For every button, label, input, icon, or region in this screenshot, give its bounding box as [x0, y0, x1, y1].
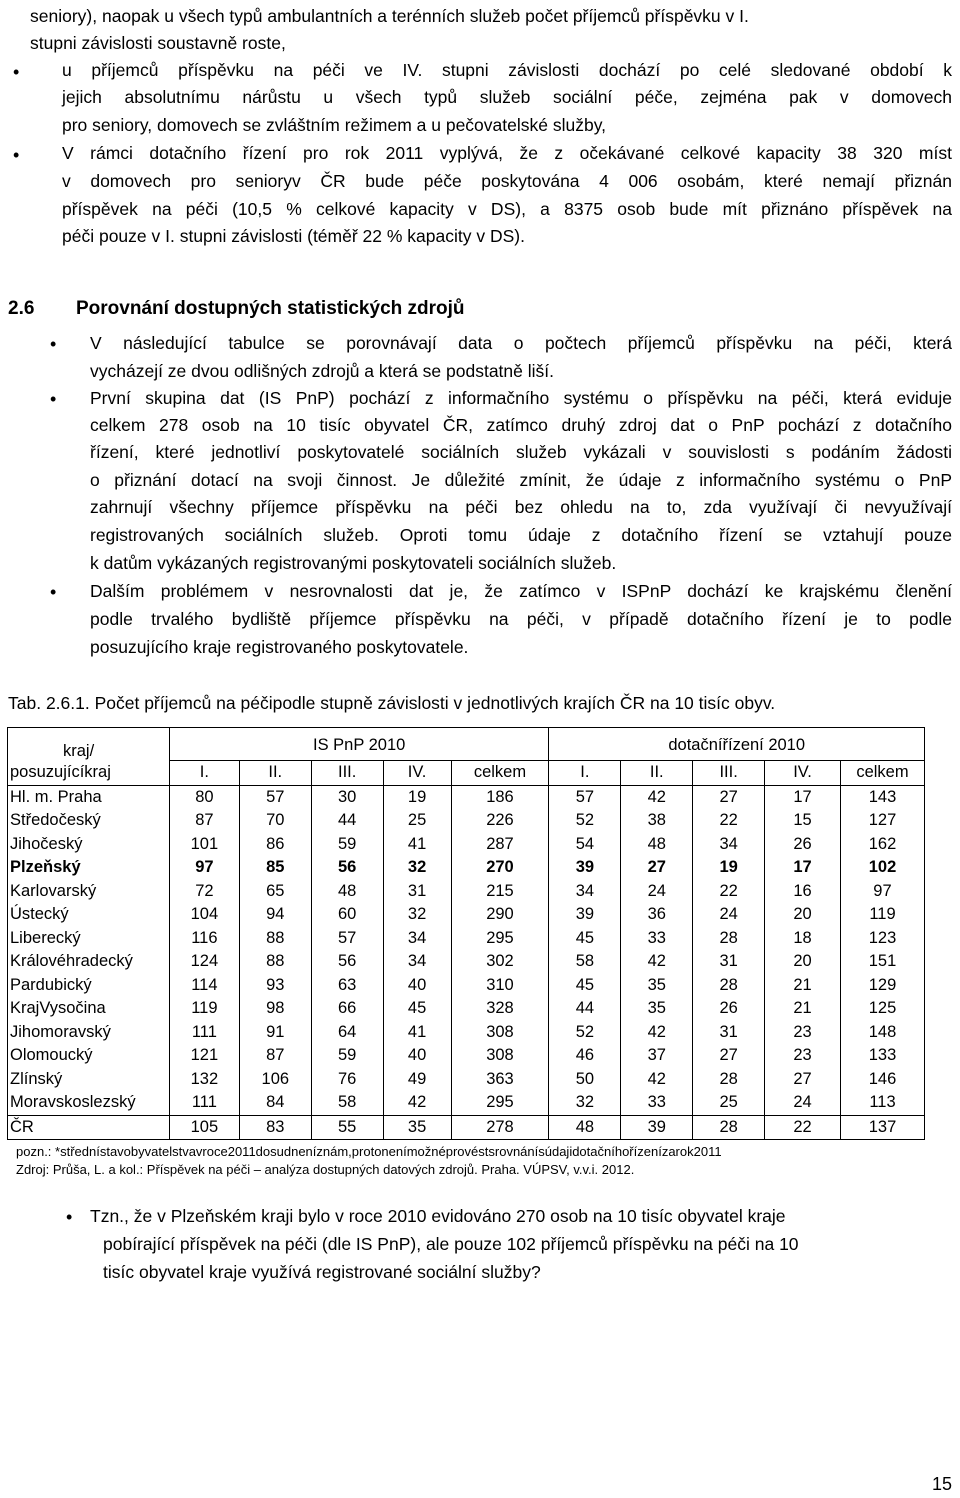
- region-name: Hl. m. Praha: [8, 785, 170, 809]
- text-line: pro seniory, domovech se zvláštním režimem a u pečovatelské služby,: [62, 115, 607, 135]
- bullet-icon: •: [13, 145, 20, 165]
- table-cell: 162: [840, 833, 924, 857]
- table-cell: 22: [693, 880, 765, 904]
- table-cell: 40: [383, 1044, 451, 1068]
- table-cell: 28: [693, 974, 765, 998]
- text-line: o přiznání dotací na svoji činnost. Je důležité zmínit, že údaje z informačního systému o PnP: [90, 470, 952, 490]
- table-cell: 31: [383, 880, 451, 904]
- table-cell: 31: [693, 1021, 765, 1045]
- text-line: seniory), naopak u všech typů ambulantních a terénních služeb počet příjemců příspěvku v I.: [30, 6, 749, 26]
- header-group-ispnp: IS PnP 2010: [169, 728, 549, 761]
- table-cell: 127: [840, 809, 924, 833]
- region-name: Jihomoravský: [8, 1021, 170, 1045]
- table-cell: 295: [451, 927, 549, 951]
- table-cell: 308: [451, 1021, 549, 1045]
- table-cell: 63: [311, 974, 383, 998]
- table-cell: 41: [383, 1021, 451, 1045]
- text-line: podle trvalého bydliště příjemce příspěvku na péči, v případě dotačního řízení je to podle: [90, 609, 952, 629]
- table-cell: 55: [311, 1115, 383, 1140]
- table-cell: 27: [693, 1044, 765, 1068]
- region-name: Liberecký: [8, 927, 170, 951]
- bullet-icon: •: [50, 389, 57, 409]
- table-cell: 59: [311, 1044, 383, 1068]
- table-cell: 215: [451, 880, 549, 904]
- header-group-dotacni: dotačnířízení 2010: [549, 728, 925, 761]
- table-cell: 27: [693, 785, 765, 809]
- table-cell: 24: [765, 1091, 841, 1115]
- table-cell: 15: [765, 809, 841, 833]
- table-header-row: [8, 728, 925, 761]
- header-region-2: posuzujícíkraj: [8, 761, 170, 786]
- table-cell: 30: [311, 785, 383, 809]
- table-cell: 42: [621, 950, 693, 974]
- table-cell: 24: [621, 880, 693, 904]
- table-row: [8, 880, 925, 904]
- table-cell: 129: [840, 974, 924, 998]
- table-cell: 20: [765, 950, 841, 974]
- page-number: 15: [932, 1474, 953, 1494]
- text-line: registrovaných sociálních služeb. Oproti tomu údaje z dotačního řízení se vztahují pouze: [90, 525, 952, 545]
- region-name: Olomoucký: [8, 1044, 170, 1068]
- table-row: [8, 785, 925, 809]
- table-cell: 36: [621, 903, 693, 927]
- table-cell: 48: [621, 833, 693, 857]
- text-line: V rámci dotačního řízení pro rok 2011 vyplývá, že z očekávané celkové kapacity 38 320 míst: [62, 143, 952, 163]
- table-cell: 94: [239, 903, 311, 927]
- table-cell: 52: [549, 1021, 621, 1045]
- table-cell: 26: [693, 997, 765, 1021]
- table-cell: 58: [311, 1091, 383, 1115]
- table-cell: 86: [239, 833, 311, 857]
- table-cell: 35: [383, 1115, 451, 1140]
- col-header: I.: [549, 761, 621, 786]
- table-cell: 143: [840, 785, 924, 809]
- table-cell: 22: [693, 809, 765, 833]
- table-cell: 38: [621, 809, 693, 833]
- table-cell: 87: [239, 1044, 311, 1068]
- table-cell: 56: [311, 856, 383, 880]
- table-cell: 34: [383, 927, 451, 951]
- text-line: péči pouze v I. stupni závislosti (téměř 22 % kapacity v DS).: [62, 226, 525, 246]
- col-header: III.: [311, 761, 383, 786]
- table-cell: 42: [383, 1091, 451, 1115]
- region-name: Jihočeský: [8, 833, 170, 857]
- table-row: [8, 1068, 925, 1092]
- table-cell: 17: [765, 785, 841, 809]
- col-header: IV.: [765, 761, 841, 786]
- table-cell: 25: [693, 1091, 765, 1115]
- table-cell: 76: [311, 1068, 383, 1092]
- table-cell: 106: [239, 1068, 311, 1092]
- text-line: k datům vykázaných registrovanými poskytovateli sociálních služeb.: [90, 553, 617, 573]
- table-cell: 19: [383, 785, 451, 809]
- table-cell: 310: [451, 974, 549, 998]
- text-line: příspěvek na péči (10,5 % celkové kapacity v DS), a 8375 osob bude mít přiznáno příspěvek na: [62, 199, 952, 219]
- table-cell: 32: [383, 856, 451, 880]
- table-cell: 44: [549, 997, 621, 1021]
- table-cell: 32: [549, 1091, 621, 1115]
- table-cell: 32: [383, 903, 451, 927]
- table-cell: 16: [765, 880, 841, 904]
- table-cell: 151: [840, 950, 924, 974]
- table-cell: 26: [765, 833, 841, 857]
- table-cell: 302: [451, 950, 549, 974]
- table-cell: 186: [451, 785, 549, 809]
- table-cell: 91: [239, 1021, 311, 1045]
- table-cell: 27: [765, 1068, 841, 1092]
- text-line: pobírající příspěvek na péči (dle IS PnP), ale pouze 102 příjemců příspěvku na péči na 10: [103, 1234, 799, 1254]
- table-cell: 290: [451, 903, 549, 927]
- bullet-icon: •: [50, 334, 57, 354]
- table-caption: Tab. 2.6.1. Počet příjemců na péčipodle stupně závislosti v jednotlivých krajích ČR na 10 tisíc obyv.: [8, 693, 776, 713]
- table-cell: 59: [311, 833, 383, 857]
- table-cell: 17: [765, 856, 841, 880]
- table-cell: 44: [311, 809, 383, 833]
- table-cell: 34: [383, 950, 451, 974]
- region-name: KrajVysočina: [8, 997, 170, 1021]
- table-cell: 278: [451, 1115, 549, 1140]
- table-cell: 328: [451, 997, 549, 1021]
- table-cell: 137: [840, 1115, 924, 1140]
- text-line: jejich absolutnímu nárůstu u všech typů služeb sociální péče, zejména pak v domovech: [62, 87, 952, 107]
- table-cell: 124: [169, 950, 239, 974]
- table-cell: 88: [239, 927, 311, 951]
- table-cell: 85: [239, 856, 311, 880]
- table-row: [8, 927, 925, 951]
- col-header: celkem: [451, 761, 549, 786]
- table-cell: 87: [169, 809, 239, 833]
- table-cell: 98: [239, 997, 311, 1021]
- text-line: tisíc obyvatel kraje využívá registrované sociální služby?: [103, 1262, 541, 1282]
- table-row: [8, 1021, 925, 1045]
- table-cell: 308: [451, 1044, 549, 1068]
- table-cell: 105: [169, 1115, 239, 1140]
- table-cell: 21: [765, 974, 841, 998]
- table-row: [8, 833, 925, 857]
- region-name: Středočeský: [8, 809, 170, 833]
- table-cell: 42: [621, 1021, 693, 1045]
- table-cell: 148: [840, 1021, 924, 1045]
- table-cell: 116: [169, 927, 239, 951]
- table-cell: 119: [169, 997, 239, 1021]
- text-line: vycházejí ze dvou odlišných zdrojů a která se podstatně liší.: [90, 361, 554, 381]
- table-cell: 21: [765, 997, 841, 1021]
- table-cell: 45: [549, 974, 621, 998]
- table-cell: 101: [169, 833, 239, 857]
- table-cell: 102: [840, 856, 924, 880]
- bullet-icon: •: [66, 1207, 73, 1227]
- table-cell: 80: [169, 785, 239, 809]
- table-row: [8, 1044, 925, 1068]
- table-cell: 28: [693, 927, 765, 951]
- table-cell: 57: [239, 785, 311, 809]
- text-line: stupni závislosti soustavně roste,: [30, 33, 286, 53]
- table-cell: 114: [169, 974, 239, 998]
- table-cell: 123: [840, 927, 924, 951]
- table-cell: 54: [549, 833, 621, 857]
- col-header: IV.: [383, 761, 451, 786]
- table-cell: 97: [840, 880, 924, 904]
- table-cell: 119: [840, 903, 924, 927]
- table-row: [8, 974, 925, 998]
- table-cell: 83: [239, 1115, 311, 1140]
- text-line: Tzn., že v Plzeňském kraji bylo v roce 2010 evidováno 270 osob na 10 tisíc obyvatel kraje: [90, 1206, 786, 1226]
- table-cell: 64: [311, 1021, 383, 1045]
- table-cell: 25: [383, 809, 451, 833]
- text-line: posuzujícího kraje registrovaného poskytovatele.: [90, 637, 469, 657]
- table-row: [8, 997, 925, 1021]
- table-cell: 34: [693, 833, 765, 857]
- region-name: Zlínský: [8, 1068, 170, 1092]
- table-cell: 295: [451, 1091, 549, 1115]
- header-region: kraj/: [8, 728, 170, 761]
- table-cell: 39: [549, 856, 621, 880]
- region-name: ČR: [8, 1115, 170, 1140]
- table-cell: 50: [549, 1068, 621, 1092]
- table-body: [8, 785, 925, 1140]
- table-cell: 19: [693, 856, 765, 880]
- table-row: [8, 809, 925, 833]
- table-cell: 133: [840, 1044, 924, 1068]
- text-line: V následující tabulce se porovnávají data o počtech příjemců příspěvku na péči, která: [90, 333, 952, 353]
- table-note: pozn.: *střednístavobyvatelstvavroce2011dosudneníznám,protonenímožnéprovéstsrovnánísúdajidotačníhořízenízarok2011: [16, 1144, 722, 1159]
- table-cell: 72: [169, 880, 239, 904]
- table-cell: 60: [311, 903, 383, 927]
- table-cell: 34: [549, 880, 621, 904]
- text-line: Dalším problémem v nesrovnalosti dat je, že zatímco v ISPnP dochází ke krajskému členění: [90, 581, 952, 601]
- region-name: Karlovarský: [8, 880, 170, 904]
- table-cell: 41: [383, 833, 451, 857]
- table-cell: 132: [169, 1068, 239, 1092]
- table-cell: 45: [549, 927, 621, 951]
- region-name: Pardubický: [8, 974, 170, 998]
- section-number: 2.6: [8, 298, 35, 319]
- region-name: Plzeňský: [8, 856, 170, 880]
- table-cell: 226: [451, 809, 549, 833]
- table-cell: 20: [765, 903, 841, 927]
- region-name: Ústecký: [8, 903, 170, 927]
- table-cell: 70: [239, 809, 311, 833]
- table-cell: 56: [311, 950, 383, 974]
- table-cell: 287: [451, 833, 549, 857]
- table-cell: 121: [169, 1044, 239, 1068]
- table-cell: 46: [549, 1044, 621, 1068]
- table-cell: 22: [765, 1115, 841, 1140]
- table-row: [8, 1115, 925, 1140]
- table-cell: 66: [311, 997, 383, 1021]
- table-cell: 125: [840, 997, 924, 1021]
- table-header-row: [8, 761, 925, 786]
- table-cell: 48: [549, 1115, 621, 1140]
- text-line: řízení, které jednotliví poskytovatelé sociálních služeb vykázali v souvislosti s podáním žádosti: [90, 442, 952, 462]
- table-cell: 33: [621, 1091, 693, 1115]
- data-table: [7, 727, 925, 1140]
- table-cell: 88: [239, 950, 311, 974]
- table-row: [8, 950, 925, 974]
- table-cell: 45: [383, 997, 451, 1021]
- region-name: Královéhradecký: [8, 950, 170, 974]
- table-cell: 23: [765, 1044, 841, 1068]
- text-line: u příjemců příspěvku na péči ve IV. stupni závislosti dochází po celé sledované období k: [62, 60, 952, 80]
- text-line: v domovech pro senioryv ČR bude péče poskytována 4 006 osobám, které nemají přiznán: [62, 171, 952, 191]
- table-cell: 35: [621, 974, 693, 998]
- bullet-icon: •: [50, 582, 57, 602]
- table-cell: 111: [169, 1021, 239, 1045]
- table-cell: 113: [840, 1091, 924, 1115]
- table-cell: 270: [451, 856, 549, 880]
- bullet-icon: •: [13, 62, 20, 82]
- section-title: Porovnání dostupných statistických zdrojů: [76, 298, 465, 319]
- table-cell: 58: [549, 950, 621, 974]
- table-row: [8, 1091, 925, 1115]
- table-cell: 97: [169, 856, 239, 880]
- table-cell: 24: [693, 903, 765, 927]
- table-cell: 18: [765, 927, 841, 951]
- table-cell: 39: [549, 903, 621, 927]
- table-cell: 57: [311, 927, 383, 951]
- table-cell: 28: [693, 1068, 765, 1092]
- col-header: III.: [693, 761, 765, 786]
- table-cell: 146: [840, 1068, 924, 1092]
- section-heading: [8, 298, 465, 320]
- text-line: zahrnují všechny příjemce příspěvku na péči bez ohledu na to, zda využívají či nevyužívají: [90, 497, 952, 517]
- table-cell: 111: [169, 1091, 239, 1115]
- table-cell: 33: [621, 927, 693, 951]
- col-header: II.: [621, 761, 693, 786]
- col-header: I.: [169, 761, 239, 786]
- table-source: Zdroj: Průša, L. a kol.: Příspěvek na péči – analýza dostupných datových zdrojů. Praha. VÚPSV, v.v.i. 2012.: [16, 1162, 635, 1177]
- table-row: [8, 903, 925, 927]
- table-cell: 57: [549, 785, 621, 809]
- table-cell: 48: [311, 880, 383, 904]
- table-cell: 23: [765, 1021, 841, 1045]
- table-cell: 65: [239, 880, 311, 904]
- table-cell: 31: [693, 950, 765, 974]
- table-cell: 42: [621, 1068, 693, 1092]
- table-cell: 363: [451, 1068, 549, 1092]
- table-cell: 28: [693, 1115, 765, 1140]
- text-line: První skupina dat (IS PnP) pochází z informačního systému o příspěvku na péči, která eviduje: [90, 388, 952, 408]
- table-cell: 27: [621, 856, 693, 880]
- table-cell: 39: [621, 1115, 693, 1140]
- region-name: Moravskoslezský: [8, 1091, 170, 1115]
- table-cell: 104: [169, 903, 239, 927]
- col-header: II.: [239, 761, 311, 786]
- table-cell: 42: [621, 785, 693, 809]
- table-cell: 49: [383, 1068, 451, 1092]
- table-cell: 35: [621, 997, 693, 1021]
- text-line: celkem 278 osob na 10 tisíc obyvatel ČR, zatímco druhý zdroj dat o PnP pochází z dotačního: [90, 415, 952, 435]
- table-cell: 84: [239, 1091, 311, 1115]
- table-cell: 52: [549, 809, 621, 833]
- col-header: celkem: [840, 761, 924, 786]
- table-cell: 93: [239, 974, 311, 998]
- table-cell: 37: [621, 1044, 693, 1068]
- table-cell: 40: [383, 974, 451, 998]
- table-row: [8, 856, 925, 880]
